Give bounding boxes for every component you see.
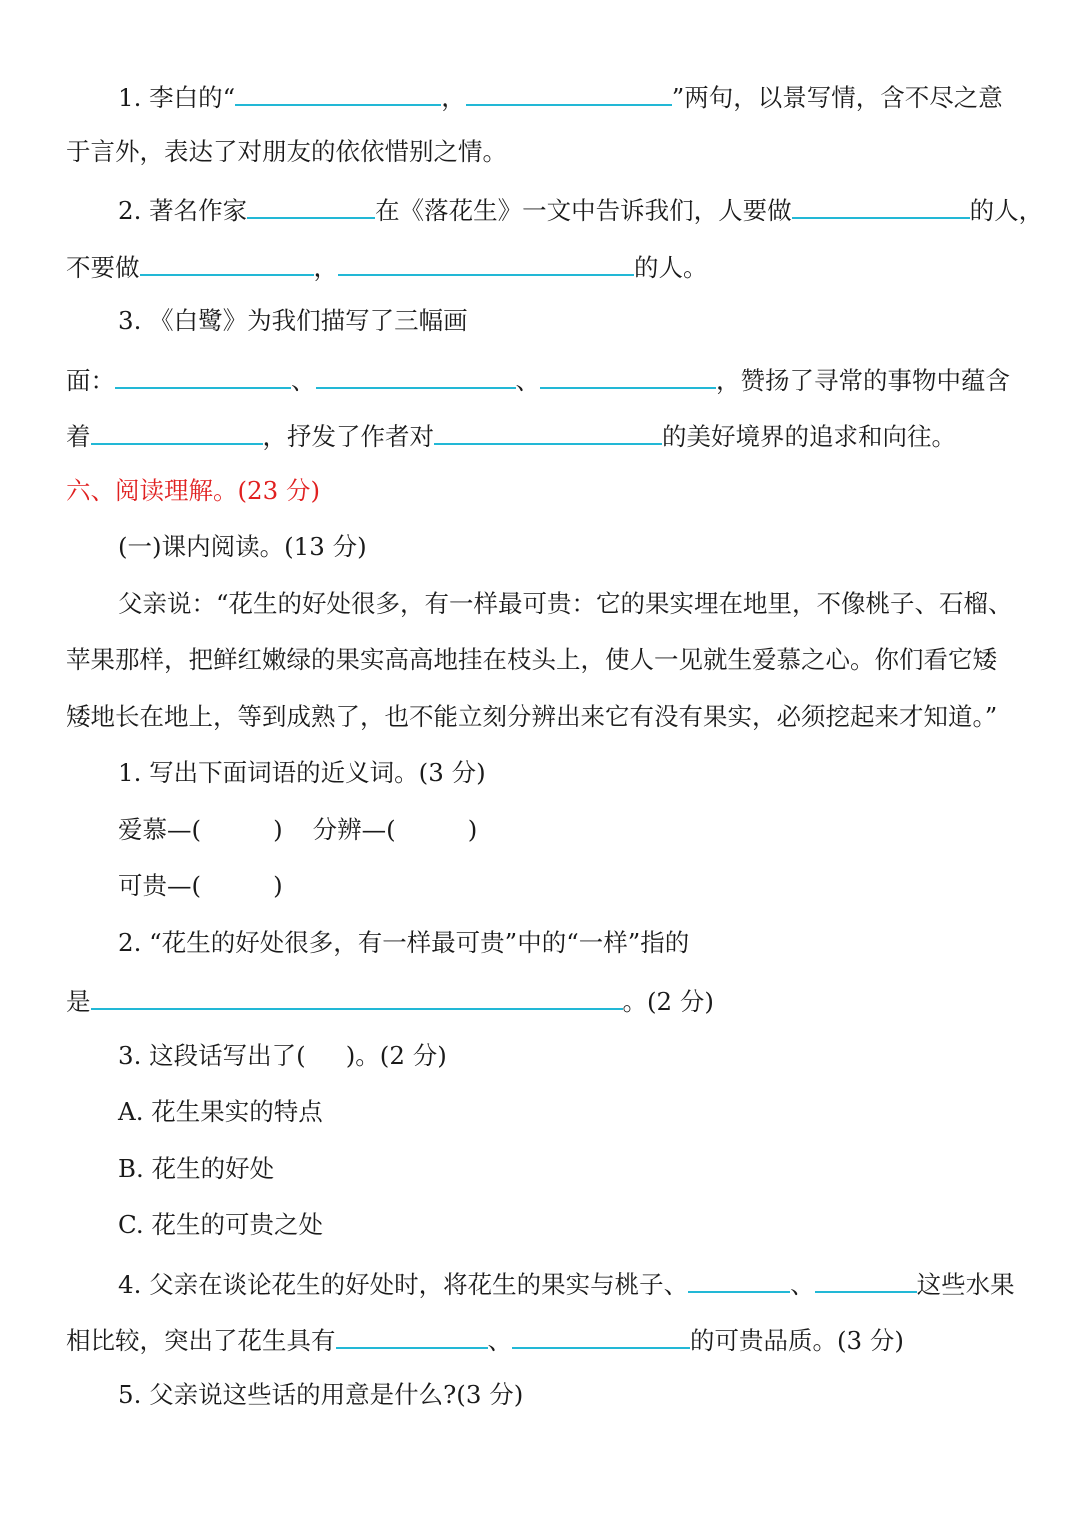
r5-question: 5. 父亲说这些话的用意是什么?(3 分)	[118, 1380, 524, 1409]
q1-text-c: ”两句，以景写情，含不尽之意	[671, 83, 1003, 112]
r3-question	[0, 1039, 1080, 1073]
r1-close-2: )	[467, 815, 478, 844]
reading-1-heading: (一)课内阅读。(13 分)	[118, 532, 367, 561]
q3-blank-4[interactable]	[91, 417, 263, 445]
r2-question: 2. “花生的好处很多，有一样最可贵”中的“一样”指的	[118, 928, 690, 957]
r4-blank-1[interactable]	[688, 1265, 790, 1293]
section-6-title: 六、阅读理解。(23 分)	[66, 476, 321, 505]
r1-close-1: )	[273, 815, 283, 844]
q2-text-a: 2. 著名作家	[118, 196, 248, 225]
r3-text-a: 3. 这段话写出了(	[118, 1041, 306, 1070]
r4-text-b: 、	[790, 1270, 815, 1299]
passage-line-1: 父亲说：“花生的好处很多，有一样最可贵：它的果实埋在地里，不像桃子、石榴、	[118, 589, 1013, 618]
q3-blank-5[interactable]	[434, 417, 662, 445]
q1-text-d: 于言外，表达了对朋友的依依惜别之情。	[66, 137, 507, 166]
r1-word-3: 可贵—(	[118, 871, 202, 900]
q3-text-g: ，抒发了作者对	[262, 422, 434, 451]
r4-line-1	[0, 1265, 1080, 1302]
r2-text-b: 。(2 分)	[622, 987, 714, 1016]
r1-question: 1. 写出下面词语的近义词。(3 分)	[118, 758, 486, 787]
r4-text-c: 这些水果	[916, 1270, 1015, 1299]
r4-text-d: 相比较，突出了花生具有	[66, 1326, 336, 1355]
q2-line-1	[0, 191, 1080, 228]
r3-option-c[interactable]: C. 花生的可贵之处	[118, 1210, 323, 1239]
r1-word-2: 分辨—(	[312, 815, 396, 844]
q3-blank-2[interactable]	[316, 361, 516, 389]
r3-option-a[interactable]: A. 花生果实的特点	[118, 1097, 323, 1126]
q3-line-1	[0, 304, 1080, 338]
q2-text-d: 不要做	[66, 253, 140, 282]
q3-text-c: 、	[291, 366, 316, 395]
q2-text-f: 的人。	[634, 253, 708, 282]
q1-blank-2[interactable]	[466, 78, 672, 106]
q3-blank-3[interactable]	[540, 361, 716, 389]
r1-close-3: )	[273, 871, 283, 900]
q2-line-2	[0, 248, 1080, 285]
r1-word-1: 爱慕—(	[118, 815, 202, 844]
r2-text-a: 是	[66, 987, 91, 1016]
q2-text-b: 在《落花生》一文中告诉我们，人要做	[375, 196, 792, 225]
r4-text-f: 的可贵品质。(3 分)	[690, 1326, 904, 1355]
q2-text-c: 的人，	[969, 196, 1044, 225]
q1-line-2	[0, 135, 1080, 169]
q2-text-e: ，	[313, 253, 338, 282]
passage-line-2: 苹果那样，把鲜红嫩绿的果实高高地挂在枝头上，使人一见就生爱慕之心。你们看它矮	[66, 645, 997, 674]
r1-answers-row-2	[0, 869, 1080, 903]
passage-line-3: 矮地长在地上，等到成熟了，也不能立刻分辨出来它有没有果实，必须挖起来才知道。”	[66, 702, 998, 731]
q3-text-b: 面：	[66, 366, 115, 395]
q1-text-a: 1. 李白的“	[118, 83, 236, 112]
q3-text-h: 的美好境界的追求和向往。	[662, 422, 956, 451]
q2-blank-2[interactable]	[792, 191, 970, 219]
q1-text-b: ，	[441, 83, 466, 112]
r4-blank-3[interactable]	[336, 1321, 488, 1349]
q3-line-3	[0, 417, 1080, 454]
r4-blank-4[interactable]	[512, 1321, 690, 1349]
q1-line-1	[0, 78, 1080, 115]
q3-text-e: ，赞扬了寻常的事物中蕴含	[716, 366, 1010, 395]
r3-text-b: )。(2 分)	[345, 1041, 447, 1070]
q3-blank-1[interactable]	[115, 361, 291, 389]
q3-line-2	[0, 361, 1080, 398]
r2-blank[interactable]	[91, 982, 623, 1010]
r4-text-e: 、	[487, 1326, 512, 1355]
r4-text-a: 4. 父亲在谈论花生的好处时，将花生的果实与桃子、	[118, 1270, 689, 1299]
r2-answer-line	[0, 982, 1080, 1019]
r1-answers-row-1	[0, 813, 1080, 847]
q2-blank-4[interactable]	[338, 248, 634, 276]
q3-text-a: 3. 《白鹭》为我们描写了三幅画	[118, 306, 468, 335]
q3-text-d: 、	[515, 366, 540, 395]
q2-blank-3[interactable]	[140, 248, 314, 276]
r4-blank-2[interactable]	[815, 1265, 917, 1293]
q2-blank-1[interactable]	[247, 191, 375, 219]
q1-blank-1[interactable]	[235, 78, 441, 106]
r3-option-b[interactable]: B. 花生的好处	[118, 1154, 275, 1183]
q3-text-f: 着	[66, 422, 91, 451]
r4-line-2	[0, 1321, 1080, 1358]
